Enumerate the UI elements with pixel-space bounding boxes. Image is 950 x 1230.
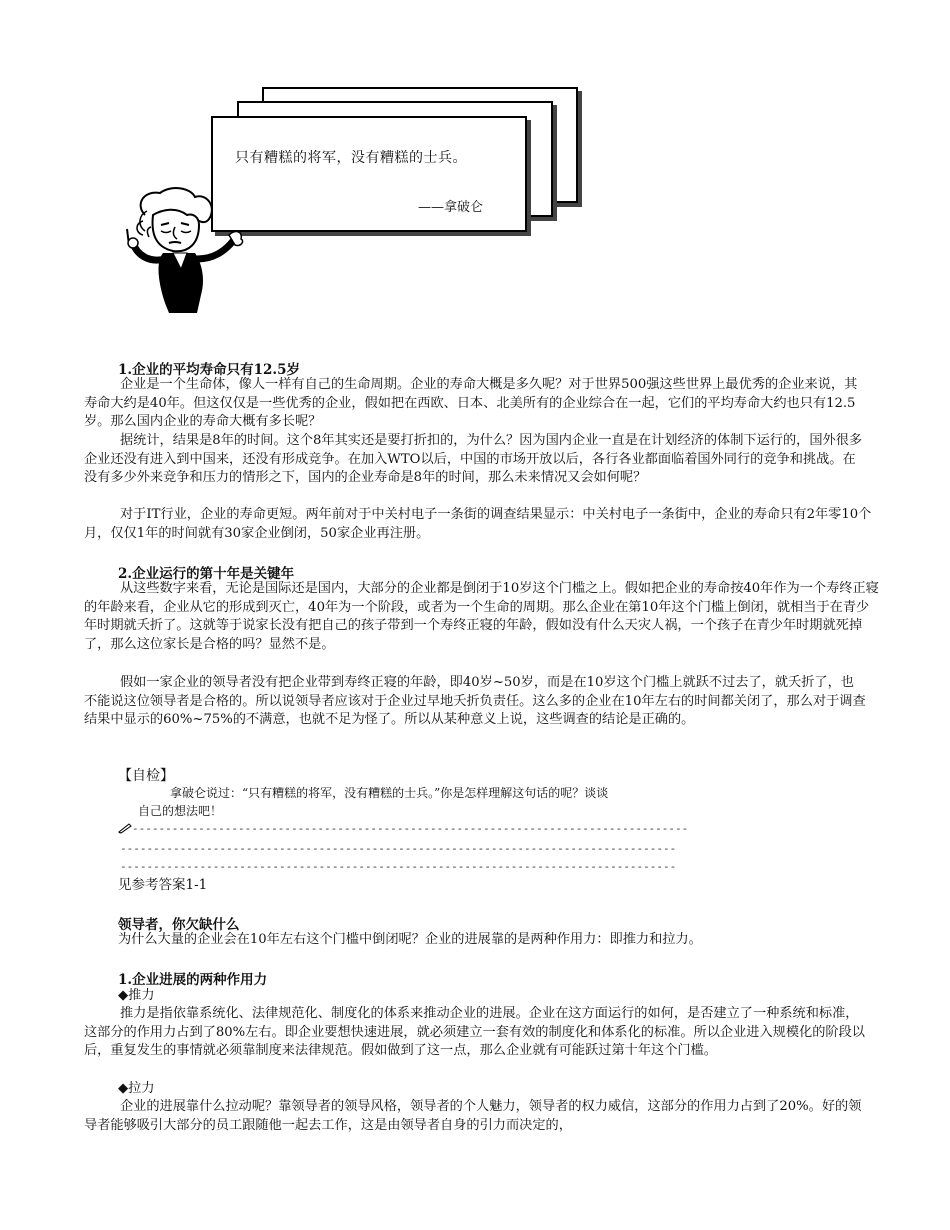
- answer-line-2: ------------------------------------------------------------------------------------: [120, 842, 677, 855]
- answer-reference: 见参考答案1-1: [118, 877, 208, 893]
- push-paragraph: 推力是指依靠系统化、法律规范化、制度化的体系来推动企业的进展。企业在这方面运行的如何，是否建立了一种系统和标准，这部分的作用力占到了80%左右。即企业要想快速进展，就必须建立一套有效的制度化和体系化的标准。所以企业进入规模化的阶段以后，重复发生的事情就必须靠制度来法律规范。假如做到了这一点，那么企业就有可能跃过第十年这个门槛。: [84, 1006, 865, 1059]
- pencil-icon: [118, 822, 132, 834]
- section-2-paragraph-1: 从这些数字来看，无论是国际还是国内，大部分的企业都是倒闭于10岁这个门槛之上。假如把企业的寿命按40年作为一个寿终正寝的年龄来看，企业从它的形成到灭亡，40年为一个阶段，或者为一个生命的周期。那么企业在第10年这个门槛上倒闭，就相当于在青少年时期就夭折了。这就等于说家长没有把自己的孩子带到一个寿终正寝的年龄，假如没有什么天灾人祸，一个孩子在青少年时期就死掉了，那么这位家长是合格的吗？显然不是。: [84, 581, 879, 652]
- section-2-paragraph-2: 假如一家企业的领导者没有把企业带到寿终正寝的年龄，即40岁~50岁，而是在10岁这个门槛上就跃不过去了，就夭折了，也不能说这位领导者是合格的。所以说领导者应该对于企业过早地夭折负责任。这么多的企业在10年左右的时间都关闭了，那么对于调查结果中显示的60%~75%的不满意，也就不足为怪了。所以从某种意义上说，这些调查的结论是正确的。: [84, 675, 866, 728]
- pull-paragraph: 企业的进展靠什么拉动呢？靠领导者的领导风格，领导者的个人魅力，领导者的权力威信，这部分的作用力占到了20%。好的领导者能够吸引大部分的员工跟随他一起去工作，这是由领导者自身的引力而决定的，: [84, 1099, 862, 1133]
- quote-text: 只有糟糕的将军，没有糟糕的士兵。: [235, 150, 467, 166]
- quote-attribution: ——拿破仑: [418, 200, 484, 215]
- section-heading-1: 1.企业的平均寿命只有12.5岁: [118, 362, 300, 378]
- pull-label: ◆拉力: [118, 1081, 155, 1096]
- section-1-paragraph-2: 据统计，结果是8年的时间。这个8年其实还是要打折扣的，为什么？因为国内企业一直是在计划经济的体制下运行的，国外很多企业还没有进入到中国来，还没有形成竞争。在加入WTO以后，中国的市场开放以后，各行各业都面临着国外同行的竞争和挑战。在没有多少外来竞争和压力的情形之下，国内的企业寿命是8年的时间，那么未来情况又会如何呢？: [84, 433, 863, 486]
- section-heading-2: 2.企业运行的第十年是关键年: [118, 566, 295, 582]
- cartoon-figure-illustration: [125, 185, 250, 315]
- section-1-paragraph-3: 对于IT行业，企业的寿命更短。两年前对于中关村电子一条街的调查结果显示：中关村电子一条街中，企业的寿命只有2年零10个月，仅仅1年的时间就有30家企业倒闭，50家企业再注册。: [84, 507, 872, 541]
- push-label: ◆推力: [118, 988, 155, 1003]
- section-3-paragraph-1: 为什么大量的企业会在10年左右这个门槛中倒闭呢？企业的进展靠的是两种作用力：即推力和拉力。: [118, 932, 702, 947]
- answer-line-1: ------------------------------------------------------------------------------------: [132, 822, 689, 835]
- section-1-paragraph-1: 企业是一个生命体，像人一样有自己的生命周期。企业的寿命大概是多久呢？对于世界500强这些世界上最优秀的企业来说，其寿命大约是40年。但这仅仅是一些优秀的企业，假如把在西欧、日本、北美所有的企业综合在一起，它们的平均寿命大约也只有12.5岁。那么国内企业的寿命大概有多长呢？: [84, 377, 858, 430]
- selfcheck-title: 【自检】: [118, 768, 174, 784]
- section-heading-forces: 1.企业进展的两种作用力: [118, 972, 268, 988]
- selfcheck-question-line-2: 自己的想法吧！: [138, 804, 223, 818]
- answer-line-3: ------------------------------------------------------------------------------------: [120, 860, 677, 873]
- selfcheck-question-line-1: 拿破仑说过：“只有糟糕的将军，没有糟糕的士兵。”你是怎样理解这句话的呢？谈谈: [170, 786, 609, 800]
- section-heading-leader: 领导者，你欠缺什么: [118, 917, 240, 933]
